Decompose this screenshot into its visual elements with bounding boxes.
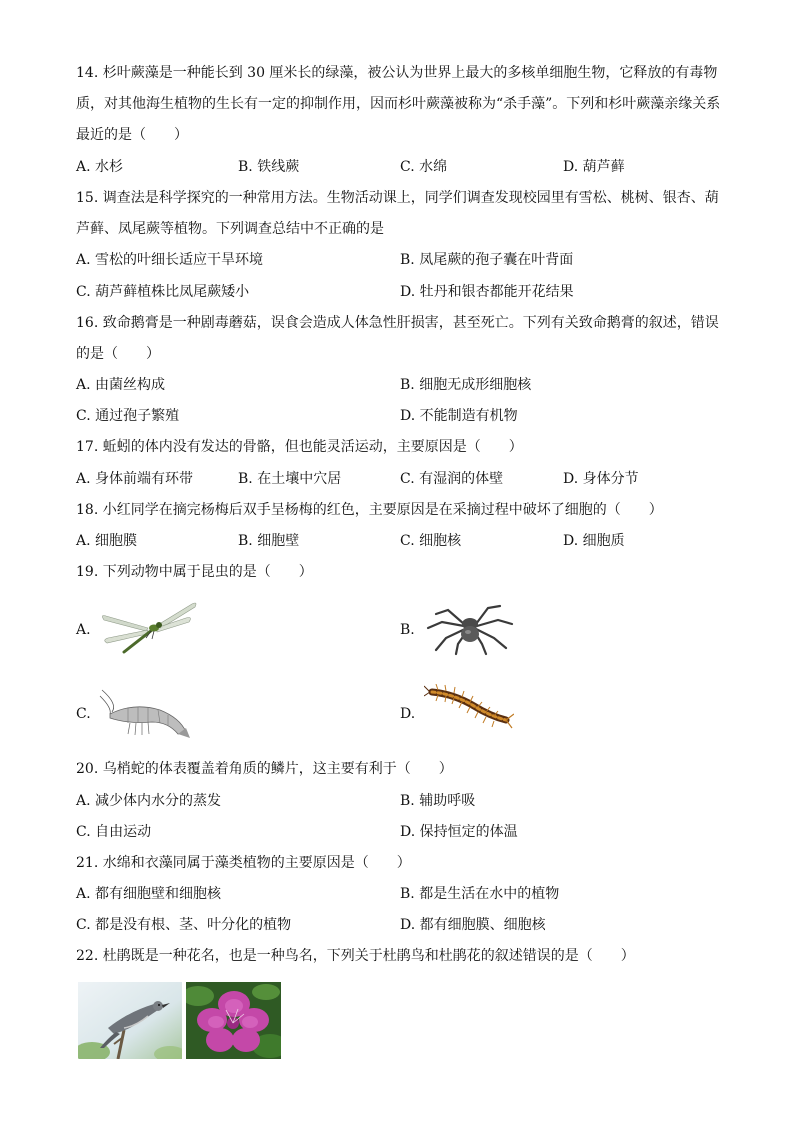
- centipede-image: [424, 684, 514, 732]
- q16-stem-line2: 的是（ ）: [76, 346, 160, 362]
- q20-option-a[interactable]: A. 减少体内水分的蒸发: [76, 793, 222, 809]
- q19-stem: 19. 下列动物中属于昆虫的是（ ）: [76, 564, 313, 580]
- q18-option-c[interactable]: C. 细胞核: [400, 533, 462, 549]
- q18-option-b[interactable]: B. 细胞壁: [238, 533, 300, 549]
- shrimp-image: [94, 688, 198, 742]
- q15-option-b[interactable]: B. 凤尾蕨的孢子囊在叶背面: [400, 252, 574, 268]
- q21-option-b[interactable]: B. 都是生活在水中的植物: [400, 886, 560, 902]
- q14-option-d[interactable]: D. 葫芦藓: [563, 159, 625, 175]
- q17-option-c[interactable]: C. 有湿润的体壁: [400, 471, 504, 487]
- q18-stem: 18. 小红同学在摘完杨梅后双手呈杨梅的红色，主要原因是在采摘过程中破坏了细胞的（ ）: [76, 502, 663, 518]
- q20-option-d[interactable]: D. 保持恒定的体温: [400, 824, 518, 840]
- cuckoo-bird-image: [78, 982, 182, 1059]
- q14-stem-line1: 14. 杉叶蕨藻是一种能长到 30 厘米长的绿藻，被公认为世界上最大的多核单细胞生物，它释放的有毒物: [76, 65, 718, 81]
- q19-option-d[interactable]: D.: [400, 706, 416, 722]
- q20-option-b[interactable]: B. 辅助呼吸: [400, 793, 476, 809]
- q14-option-a[interactable]: A. 水杉: [76, 159, 124, 175]
- q18-option-a[interactable]: A. 细胞膜: [76, 533, 138, 549]
- q14-stem-line2: 质，对其他海生植物的生长有一定的抑制作用，因而杉叶蕨藻被称为“杀手藻”。下列和杉叶蕨藻亲缘关系: [76, 96, 721, 112]
- q22-stem: 22. 杜鹃既是一种花名，也是一种鸟名，下列关于杜鹃鸟和杜鹃花的叙述错误的是（ ）: [76, 948, 635, 964]
- azalea-flower-image: [186, 982, 281, 1059]
- q19-option-c[interactable]: C.: [76, 706, 91, 722]
- q17-option-d[interactable]: D. 身体分节: [563, 471, 639, 487]
- q21-stem: 21. 水绵和衣藻同属于藻类植物的主要原因是（ ）: [76, 855, 411, 871]
- q17-option-b[interactable]: B. 在土壤中穴居: [238, 471, 342, 487]
- q15-option-c[interactable]: C. 葫芦藓植株比凤尾蕨矮小: [76, 284, 250, 300]
- q19-option-b[interactable]: B.: [400, 622, 415, 638]
- q17-stem: 17. 蚯蚓的体内没有发达的骨骼，但也能灵活运动，主要原因是（ ）: [76, 439, 523, 455]
- q19-option-a[interactable]: A.: [76, 622, 91, 638]
- q14-stem-line3: 最近的是（ ）: [76, 127, 188, 143]
- q17-option-a[interactable]: A. 身体前端有环带: [76, 471, 194, 487]
- q20-stem: 20. 乌梢蛇的体表覆盖着角质的鳞片，这主要有利于（ ）: [76, 761, 453, 777]
- spider-image: [422, 598, 518, 656]
- dragonfly-image: [96, 598, 208, 656]
- q16-stem-line1: 16. 致命鹅膏是一种剧毒蘑菇，误食会造成人体急性肝损害，甚至死亡。下列有关致命鹅膏的叙述，错误: [76, 315, 719, 331]
- q14-option-b[interactable]: B. 铁线蕨: [238, 159, 300, 175]
- q18-option-d[interactable]: D. 细胞质: [563, 533, 625, 549]
- q20-option-c[interactable]: C. 自由运动: [76, 824, 152, 840]
- q21-option-c[interactable]: C. 都是没有根、茎、叶分化的植物: [76, 917, 292, 933]
- q16-option-c[interactable]: C. 通过孢子繁殖: [76, 408, 180, 424]
- q21-option-a[interactable]: A. 都有细胞壁和细胞核: [76, 886, 222, 902]
- q21-option-d[interactable]: D. 都有细胞膜、细胞核: [400, 917, 546, 933]
- q15-option-a[interactable]: A. 雪松的叶细长适应干旱环境: [76, 252, 264, 268]
- q16-option-a[interactable]: A. 由菌丝构成: [76, 377, 166, 393]
- q16-option-b[interactable]: B. 细胞无成形细胞核: [400, 377, 532, 393]
- q15-stem-line2: 芦藓、凤尾蕨等植物。下列调查总结中不正确的是: [76, 221, 384, 237]
- q15-stem-line1: 15. 调查法是科学探究的一种常用方法。生物活动课上，同学们调查发现校园里有雪松、桃树、银杏、葫: [76, 190, 719, 206]
- q14-option-c[interactable]: C. 水绵: [400, 159, 448, 175]
- q16-option-d[interactable]: D. 不能制造有机物: [400, 408, 518, 424]
- q15-option-d[interactable]: D. 牡丹和银杏都能开花结果: [400, 284, 574, 300]
